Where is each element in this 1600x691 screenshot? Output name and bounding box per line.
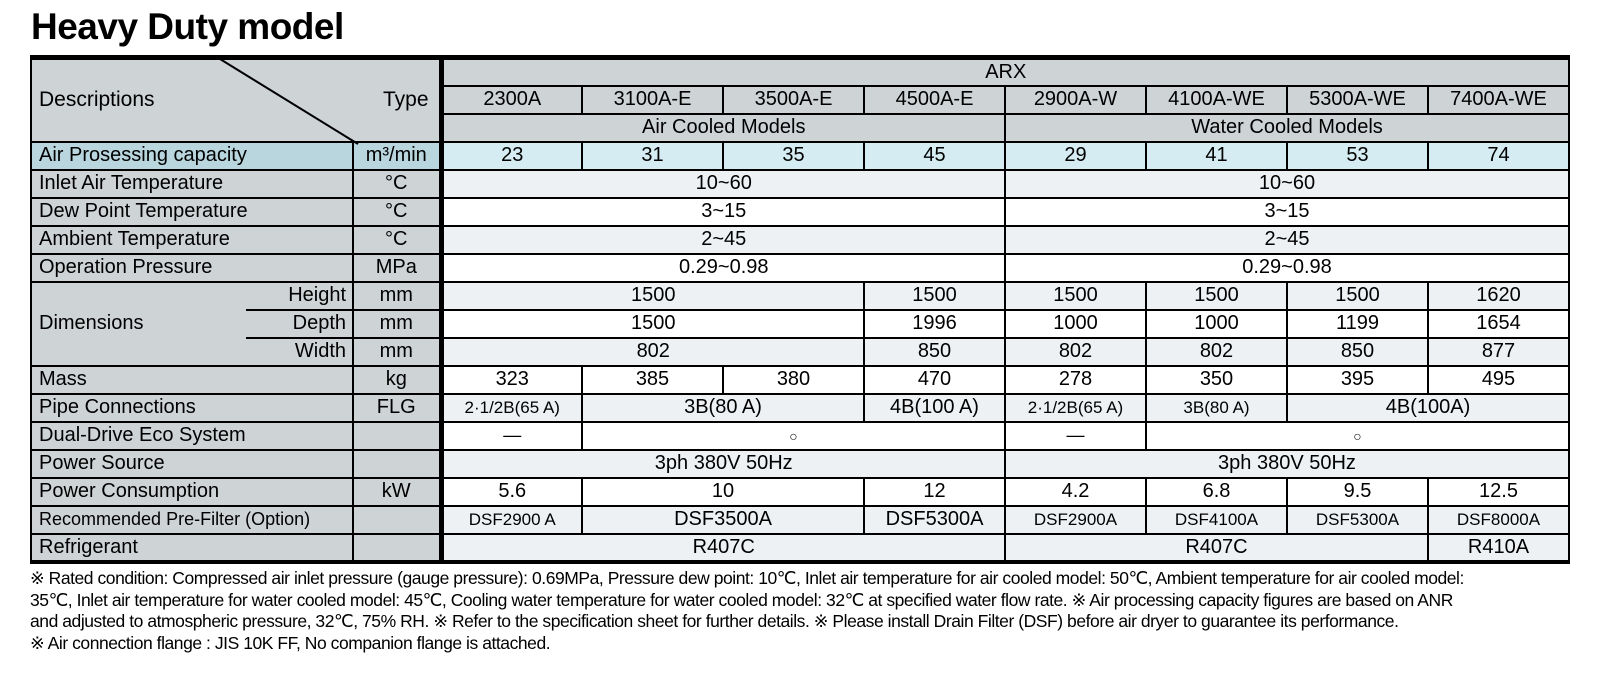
row-label-dual-drive: Dual-Drive Eco System xyxy=(31,422,353,450)
unit-cell: MPa xyxy=(353,254,441,282)
unit-cell: FLG xyxy=(353,394,441,422)
footnotes xyxy=(30,568,1585,654)
spec-cell: 1500 xyxy=(441,310,864,338)
spec-cell: 53 xyxy=(1287,142,1428,170)
row-operation-pressure xyxy=(31,254,1569,282)
row-label-pressure: Operation Pressure xyxy=(31,254,353,282)
spec-cell: 2~45 xyxy=(441,226,1005,254)
spec-table xyxy=(30,55,1570,564)
unit-cell: kW xyxy=(353,478,441,506)
model-header: 2900A-W xyxy=(1005,86,1146,114)
spec-cell: 1500 xyxy=(864,282,1005,310)
spec-cell: 3ph 380V 50Hz xyxy=(441,450,1005,478)
unit-cell: m³/min xyxy=(353,142,441,170)
spec-cell: 1996 xyxy=(864,310,1005,338)
spec-cell: 1199 xyxy=(1287,310,1428,338)
row-dimensions-depth xyxy=(31,310,1569,338)
spec-cell: DSF8000A xyxy=(1428,506,1569,534)
spec-cell: 35 xyxy=(723,142,864,170)
spec-cell: 0.29~0.98 xyxy=(441,254,1005,282)
air-cooled-group-header: Air Cooled Models xyxy=(441,114,1005,142)
spec-cell: 4.2 xyxy=(1005,478,1146,506)
spec-cell: 29 xyxy=(1005,142,1146,170)
row-label-pre-filter: Recommended Pre-Filter (Option) xyxy=(31,506,353,534)
spec-cell: 1500 xyxy=(441,282,864,310)
spec-cell: 4B(100A) xyxy=(1287,394,1569,422)
spec-cell: 877 xyxy=(1428,338,1569,366)
spec-cell: 802 xyxy=(1005,338,1146,366)
row-dimensions-width xyxy=(31,338,1569,366)
spec-cell: 74 xyxy=(1428,142,1569,170)
spec-cell: 323 xyxy=(441,366,582,394)
spec-cell: 10~60 xyxy=(1005,170,1569,198)
spec-cell: DSF2900 A xyxy=(441,506,582,534)
spec-cell: 12 xyxy=(864,478,1005,506)
row-dual-drive xyxy=(31,422,1569,450)
spec-cell: 850 xyxy=(1287,338,1428,366)
spec-cell: 1000 xyxy=(1005,310,1146,338)
spec-cell: 2·1/2B(65 A) xyxy=(441,394,582,422)
spec-cell: 802 xyxy=(1146,338,1287,366)
model-header: 3100A-E xyxy=(582,86,723,114)
sub-label-depth: Depth xyxy=(246,310,353,338)
row-label-dew: Dew Point Temperature xyxy=(31,198,353,226)
spec-cell: 1500 xyxy=(1005,282,1146,310)
descriptions-label: Descriptions xyxy=(39,88,155,112)
row-pre-filter xyxy=(31,506,1569,534)
row-label-power-source: Power Source xyxy=(31,450,353,478)
spec-cell: — xyxy=(441,422,582,450)
spec-cell: 380 xyxy=(723,366,864,394)
model-header: 3500A-E xyxy=(723,86,864,114)
row-label-capacity: Air Prosessing capacity xyxy=(31,142,353,170)
spec-cell: 470 xyxy=(864,366,1005,394)
row-dimensions-height xyxy=(31,282,1569,310)
row-power-source xyxy=(31,450,1569,478)
unit-cell xyxy=(353,422,441,450)
spec-cell: 850 xyxy=(864,338,1005,366)
model-header: 4100A-WE xyxy=(1146,86,1287,114)
spec-cell: 495 xyxy=(1428,366,1569,394)
sub-label-width: Width xyxy=(246,338,353,366)
footnote-line: ※ Rated condition: Compressed air inlet pressure (gauge pressure): 0.69MPa, Pressure dew point: 10℃, Inlet air temperature for air cooled model: 50℃, Ambient temperature for air cooled model: xyxy=(30,568,1464,588)
spec-cell: 9.5 xyxy=(1287,478,1428,506)
spec-cell: — xyxy=(1005,422,1146,450)
row-label-inlet: Inlet Air Temperature xyxy=(31,170,353,198)
row-ambient-temp xyxy=(31,226,1569,254)
spec-cell: 1500 xyxy=(1287,282,1428,310)
unit-cell xyxy=(353,534,441,562)
spec-cell: 2·1/2B(65 A) xyxy=(1005,394,1146,422)
row-pipe-connections xyxy=(31,394,1569,422)
footnote-line: ※ Air connection flange : JIS 10K FF, No companion flange is attached. xyxy=(30,632,551,653)
spec-cell: R407C xyxy=(1005,534,1428,562)
spec-cell: ○ xyxy=(1146,422,1569,450)
spec-cell: DSF4100A xyxy=(1146,506,1287,534)
sub-label-height: Height xyxy=(246,282,353,310)
unit-cell: mm xyxy=(353,282,441,310)
spec-cell: 10 xyxy=(582,478,864,506)
spec-cell: 802 xyxy=(441,338,864,366)
page-title: Heavy Duty model xyxy=(31,6,344,47)
row-label-dimensions: Dimensions xyxy=(31,282,246,366)
unit-cell: kg xyxy=(353,366,441,394)
row-label-ambient: Ambient Temperature xyxy=(31,226,353,254)
spec-cell: 3B(80 A) xyxy=(582,394,864,422)
footnote-line: 35℃, Inlet air temperature for water cooled model: 45℃, Cooling water temperature for water cooled model: 32℃ at specified water flow rate. ※ Air processing capacity figures are based on ANR xyxy=(30,589,1453,610)
spec-cell: 2~45 xyxy=(1005,226,1569,254)
unit-cell xyxy=(353,506,441,534)
spec-cell: 1620 xyxy=(1428,282,1569,310)
unit-cell: °C xyxy=(353,226,441,254)
row-mass xyxy=(31,366,1569,394)
spec-cell: 31 xyxy=(582,142,723,170)
spec-cell: R410A xyxy=(1428,534,1569,562)
spec-cell: 395 xyxy=(1287,366,1428,394)
spec-cell: 3~15 xyxy=(1005,198,1569,226)
spec-cell: DSF3500A xyxy=(582,506,864,534)
row-refrigerant xyxy=(31,534,1569,562)
spec-cell: DSF2900A xyxy=(1005,506,1146,534)
unit-cell: mm xyxy=(353,338,441,366)
spec-cell: 3B(80 A) xyxy=(1146,394,1287,422)
unit-cell xyxy=(353,450,441,478)
spec-cell: R407C xyxy=(441,534,1005,562)
unit-cell: °C xyxy=(353,170,441,198)
row-capacity xyxy=(31,142,1569,170)
row-inlet-temp xyxy=(31,170,1569,198)
model-header: 2300A xyxy=(441,86,582,114)
spec-table-wrapper xyxy=(30,55,1570,564)
spec-cell: 12.5 xyxy=(1428,478,1569,506)
row-label-refrigerant: Refrigerant xyxy=(31,534,353,562)
unit-cell: mm xyxy=(353,310,441,338)
spec-cell: 1000 xyxy=(1146,310,1287,338)
spec-cell: 1500 xyxy=(1146,282,1287,310)
spec-cell: 41 xyxy=(1146,142,1287,170)
spec-cell: 10~60 xyxy=(441,170,1005,198)
series-header: ARX xyxy=(441,58,1569,86)
model-header: 4500A-E xyxy=(864,86,1005,114)
model-header: 5300A-WE xyxy=(1287,86,1428,114)
spec-cell: DSF5300A xyxy=(1287,506,1428,534)
row-power-consumption xyxy=(31,478,1569,506)
spec-cell: 278 xyxy=(1005,366,1146,394)
footnote-line: and adjusted to atmospheric pressure, 32℃, 75% RH. ※ Refer to the specification sheet for further details. ※ Please install Drain Filter (DSF) before air dryer to guarantee its performance. xyxy=(30,611,1399,631)
spec-cell: ○ xyxy=(582,422,1005,450)
spec-cell: 3ph 380V 50Hz xyxy=(1005,450,1569,478)
spec-cell: 0.29~0.98 xyxy=(1005,254,1569,282)
row-label-pipe: Pipe Connections xyxy=(31,394,353,422)
row-label-mass: Mass xyxy=(31,366,353,394)
spec-cell: 3~15 xyxy=(441,198,1005,226)
spec-cell: 4B(100 A) xyxy=(864,394,1005,422)
spec-cell: 45 xyxy=(864,142,1005,170)
model-header: 7400A-WE xyxy=(1428,86,1569,114)
type-label: Type xyxy=(382,88,429,112)
spec-cell: 23 xyxy=(441,142,582,170)
spec-cell: 1654 xyxy=(1428,310,1569,338)
unit-cell: °C xyxy=(353,198,441,226)
series-header-row xyxy=(31,58,1569,86)
spec-cell: DSF5300A xyxy=(864,506,1005,534)
spec-cell: 350 xyxy=(1146,366,1287,394)
spec-cell: 6.8 xyxy=(1146,478,1287,506)
spec-cell: 5.6 xyxy=(441,478,582,506)
row-label-power-consumption: Power Consumption xyxy=(31,478,353,506)
spec-cell: 385 xyxy=(582,366,723,394)
row-dew-point xyxy=(31,198,1569,226)
corner-cell xyxy=(31,58,441,142)
water-cooled-group-header: Water Cooled Models xyxy=(1005,114,1569,142)
